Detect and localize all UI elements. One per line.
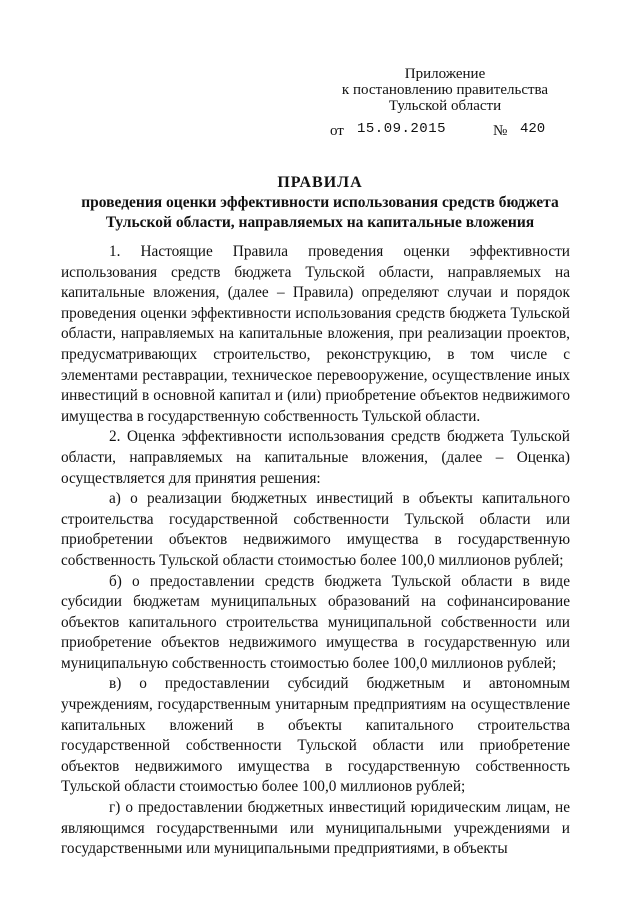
appendix-line: Тульской области [388, 98, 502, 114]
date-prefix: от [330, 123, 344, 139]
document-subtitle [60, 193, 580, 233]
paragraph-2g: г) о предоставлении бюджетных инвестиций юридическим лицам, не являющимся государственными или муниципальными учреждениями и государственными или муниципальными предприятиями, в объекты [61, 799, 570, 858]
appendix-block [320, 66, 570, 114]
subtitle-line: Тульской области, направляемых на капитальные вложения [105, 214, 535, 231]
document-body [61, 242, 570, 860]
resolution-date: 15.09.2015 [357, 121, 447, 137]
number-sign: № [493, 123, 508, 139]
paragraph-2: 2. Оценка эффективности использования средств бюджета Тульской области, направляемых на капитальные вложения, (далее – Оценка) осуществляется для принятия решения: [61, 428, 570, 487]
subtitle-line: проведения оценки эффективности использования средств бюджета [81, 194, 559, 211]
resolution-date-number [330, 121, 570, 141]
appendix-line: Приложение [404, 66, 486, 82]
resolution-number: 420 [520, 121, 546, 137]
appendix-line: к постановлению правительства [341, 82, 549, 98]
paragraph-2b: б) о предоставлении средств бюджета Тульской области в виде субсидии бюджетам муниципальных образований на софинансирование объектов капитального строительства муниципальной собственности или приобретение объектов недвижимого имущества в государственную или муниципальную собственность стоимостью более 100,0 миллионов рублей; [61, 572, 570, 672]
paragraph-1: 1. Настоящие Правила проведения оценки эффективности использования средств бюджета Тульской области, направляемых на капитальные вложения, (далее – Правила) определяют случаи и порядок проведения оценки эффективности использования средств бюджета Тульской области, направляемых на капитальные вложения, при реализации проектов, предусматривающих строительство, реконструкцию, в том числе с элементами реставрации, техническое перевооружение, осуществление иных инвестиций в основной капитал и (или) приобретение объектов недвижимого имущества в государственную собственность Тульской области. [61, 243, 570, 425]
paragraph-2v: в) о предоставлении субсидий бюджетным и автономным учреждениям, государственным унитарным предприятиям на осуществление капитальных вложений в объекты капитального строительства государственной собственности Тульской области или приобретение объектов недвижимого имущества в государственную собственность Тульской области стоимостью более 100,0 миллионов рублей; [61, 675, 570, 796]
paragraph-2a: а) о реализации бюджетных инвестиций в объекты капитального строительства государственной собственности Тульской области или приобретении объектов недвижимого имущества в государственную собственность Тульской области стоимостью более 100,0 миллионов рублей; [61, 490, 570, 569]
document-title: ПРАВИЛА [277, 174, 363, 191]
